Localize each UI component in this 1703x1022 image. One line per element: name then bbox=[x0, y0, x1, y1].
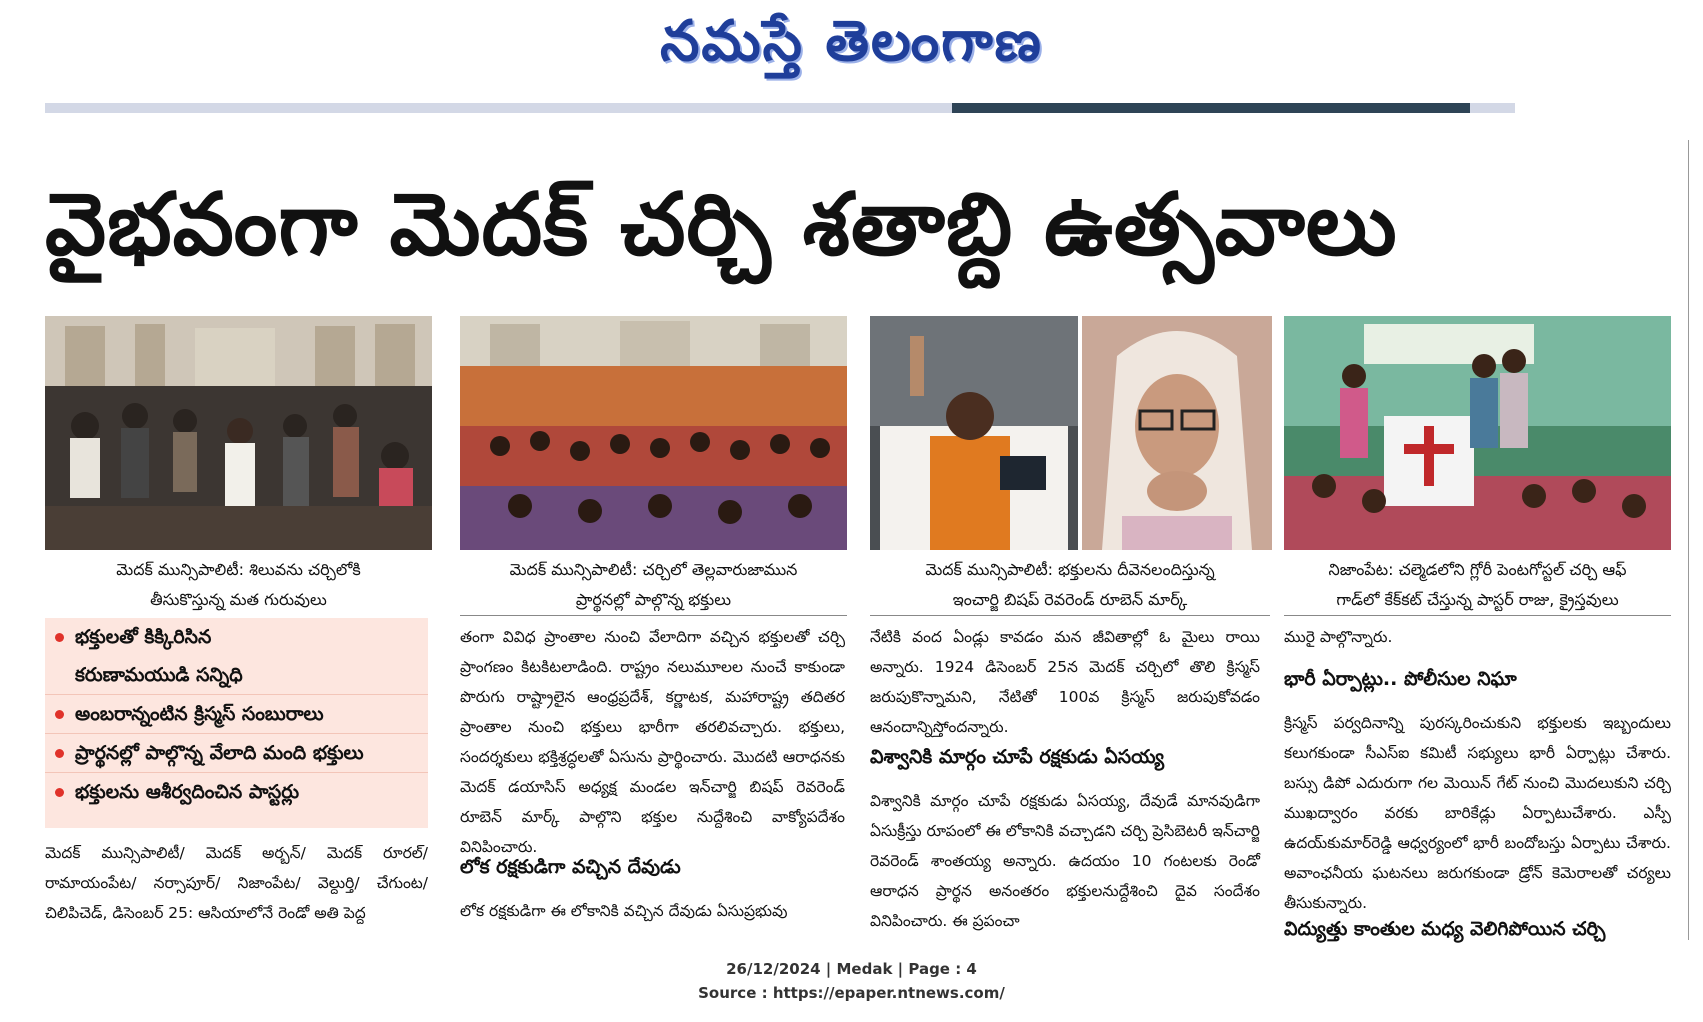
highlight-item bbox=[45, 734, 428, 773]
caption-divider bbox=[870, 615, 1270, 616]
caption-divider bbox=[460, 615, 847, 616]
footer-date-page: 26/12/2024 | Medak | Page : 4 bbox=[726, 960, 977, 978]
subheading-col3: విశ్వానికి మార్గం చూపే రక్షకుడు ఏసయ్య bbox=[870, 746, 1165, 768]
photo-procession-image bbox=[45, 316, 432, 550]
column-divider bbox=[1688, 140, 1689, 940]
article-body-col2b: లోక రక్షకుడిగా ఈ లోకానికి వచ్చిన దేవుడు ఏసుప్రభువు bbox=[460, 902, 788, 920]
photo-prayer bbox=[1082, 316, 1272, 550]
masthead bbox=[0, 8, 1703, 88]
photo-procession bbox=[45, 316, 432, 550]
article-body-col3b: విశ్వానికి మార్గం చూపే రక్షకుడు ఏసయ్య, దేవుడే మానవుడిగా ఏసుక్రీస్తు రూపంలో ఈ లోకానికి వచ్చాడని చర్చి ప్రెసిబెటరీ ఇన్‌చార్జి రెవరెండ్ శాంతయ్య అన్నారు. ఉదయం 10 గంటలకు రెండో ఆరాధన ప్రార్థన అనంతరం భక్తులనుద్దేశించి దైవ సందేశం వినిపించారు. ఈ ప్రపంచా bbox=[870, 792, 1260, 930]
photo-cake-cutting bbox=[1284, 316, 1671, 550]
highlight-text: అంబరాన్నంటిన క్రిస్మస్ సంబురాలు bbox=[75, 703, 324, 725]
highlight-text: భక్తులను ఆశీర్వదించిన పాస్టర్లు bbox=[75, 781, 300, 803]
headline: వైభవంగా మెదక్ చర్చి శతాబ్ది ఉత్సవాలు bbox=[45, 175, 1398, 275]
bullet-icon bbox=[55, 633, 64, 642]
bullet-icon bbox=[55, 788, 64, 797]
photo-congregation-image bbox=[460, 316, 847, 550]
bullet-icon bbox=[55, 749, 64, 758]
highlight-item bbox=[45, 695, 428, 734]
caption-procession: మెదక్ మున్సిపాలిటీ: శిలువను చర్చిలోకి తీసుకొస్తున్న మత గురువులు bbox=[116, 560, 361, 609]
footer-source: Source : https://epaper.ntnews.com/ bbox=[698, 984, 1005, 1002]
photo-cake-cutting-image bbox=[1284, 316, 1671, 550]
article-body-col3: నేటికి వంద ఏండ్లు కావడం మన జీవితాల్లో ఓ మైలు రాయి అన్నారు. 1924 డిసెంబర్ 25న మెదక్ చర్చిలో తొలి క్రిస్మస్ జరుపుకొన్నామని, నేటితో 100వ క్రిస్మస్ జరుపుకోవడం ఆనందాన్నిస్తోందన్నారు. bbox=[870, 628, 1260, 736]
article-body-col2: తంగా వివిధ ప్రాంతాల నుంచి వేలాదిగా వచ్చిన భక్తులతో చర్చి ప్రాంగణం కిటకిటలాడింది. రాష్ట్రం నలుమూలల నుంచే కాకుండా పొరుగు రాష్ట్రాలైన ఆంధ్రప్రదేశ్, కర్ణాటక, మహారాష్ట్ర తదితర ప్రాంతాల నుంచి భక్తులు భారీగా తరలివచ్చారు. భక్తులు, సందర్శకులు భక్తిశ్రద్ధలతో ఏసును ప్రార్థించారు. మొదటి ఆరాధనకు మెదక్ డయాసిస్ అధ్యక్ష మండల ఇన్‌చార్జి బిషప్ రెవరెండ్ రూబెన్ మార్క్ పాల్గొని భక్తుల నుద్దేశించి వాక్యోపదేశం వినిపించారు. bbox=[460, 628, 845, 856]
masthead-logo: నమస్తే తెలంగాణ bbox=[660, 8, 1043, 74]
highlight-item bbox=[45, 618, 428, 695]
bullet-icon bbox=[55, 710, 64, 719]
subheading-col2: లోక రక్షకుడిగా వచ్చిన దేవుడు bbox=[460, 856, 681, 878]
caption-congregation: మెదక్ మున్సిపాలిటీ: చర్చిలో తెల్లవారుజామున ప్రార్థనల్లో పాల్గొన్న భక్తులు bbox=[509, 560, 798, 609]
highlight-text: ప్రార్థనల్లో పాల్గొన్న వేలాది మంది భక్తులు bbox=[75, 742, 364, 764]
photo-bishop-image bbox=[870, 316, 1078, 550]
article-body-col4b: క్రిస్మస్ పర్వదినాన్ని పురస్కరించుకుని భక్తులకు ఇబ్బందులు కలుగకుండా సీఎస్ఐ కమిటీ సభ్యులు భారీ ఏర్పాట్లు చేశారు. బస్సు డిపో ఎదురుగా గల మెయిన్ గేట్ నుంచి మొదలుకుని చర్చి ముఖద్వారం వరకు బారికేడ్లు ఏర్పాటుచేశారు. ఎస్పీ ఉదయ్‌కుమార్‌రెడ్డి ఆధ్వర్యంలో భారీ బందోబస్తు ఏర్పాటు చేశారు. అవాంఛనీయ ఘటనలు జరుగకుండా డ్రోన్ కెమెరాలతో చర్యలు తీసుకున్నారు. bbox=[1284, 714, 1671, 912]
caption-divider bbox=[1284, 615, 1671, 616]
highlights-box bbox=[45, 618, 428, 828]
highlight-text: భక్తులతో కిక్కిరిసిన కరుణామయుడి సన్నిధి bbox=[75, 626, 243, 686]
caption-cake-cutting: నిజాంపేట: చల్మెడలోని గ్లోరీ పెంటగోస్టల్ చర్చి ఆఫ్ గాడ్‌లో కేక్‌కట్ చేస్తున్న పాస్టర్ రాజు, క్రైస్తవులు bbox=[1328, 560, 1627, 609]
header-rule-accent bbox=[952, 103, 1470, 113]
article-body-col4: మురై పాల్గొన్నారు. bbox=[1284, 628, 1393, 646]
subheading-col4b: విద్యుత్తు కాంతుల మధ్య వెలిగిపోయిన చర్చి bbox=[1284, 918, 1606, 940]
article-body-col1: మెదక్ మున్సిపాలిటీ/ మెదక్ అర్బన్/ మెదక్ రూరల్/ రామాయంపేట/ నర్సాపూర్/ నిజాంపేట/ వెల్దుర్తి/ చేగుంట/చిలిపిచెడ్, డిసెంబర్ 25: ఆసియాలోనే రెండో అతి పెద్ద bbox=[45, 844, 428, 922]
photo-congregation bbox=[460, 316, 847, 550]
caption-bishop: మెదక్ మున్సిపాలిటీ: భక్తులను దీవెనలందిస్తున్న ఇంచార్జి బిషప్ రెవరెండ్ రూబెన్ మార్క్ bbox=[925, 560, 1215, 609]
subheading-col4: భారీ ఏర్పాట్లు.. పోలీసుల నిఘా bbox=[1284, 668, 1517, 690]
photo-bishop bbox=[870, 316, 1078, 550]
photo-prayer-image bbox=[1082, 316, 1272, 550]
highlight-item bbox=[45, 773, 428, 811]
